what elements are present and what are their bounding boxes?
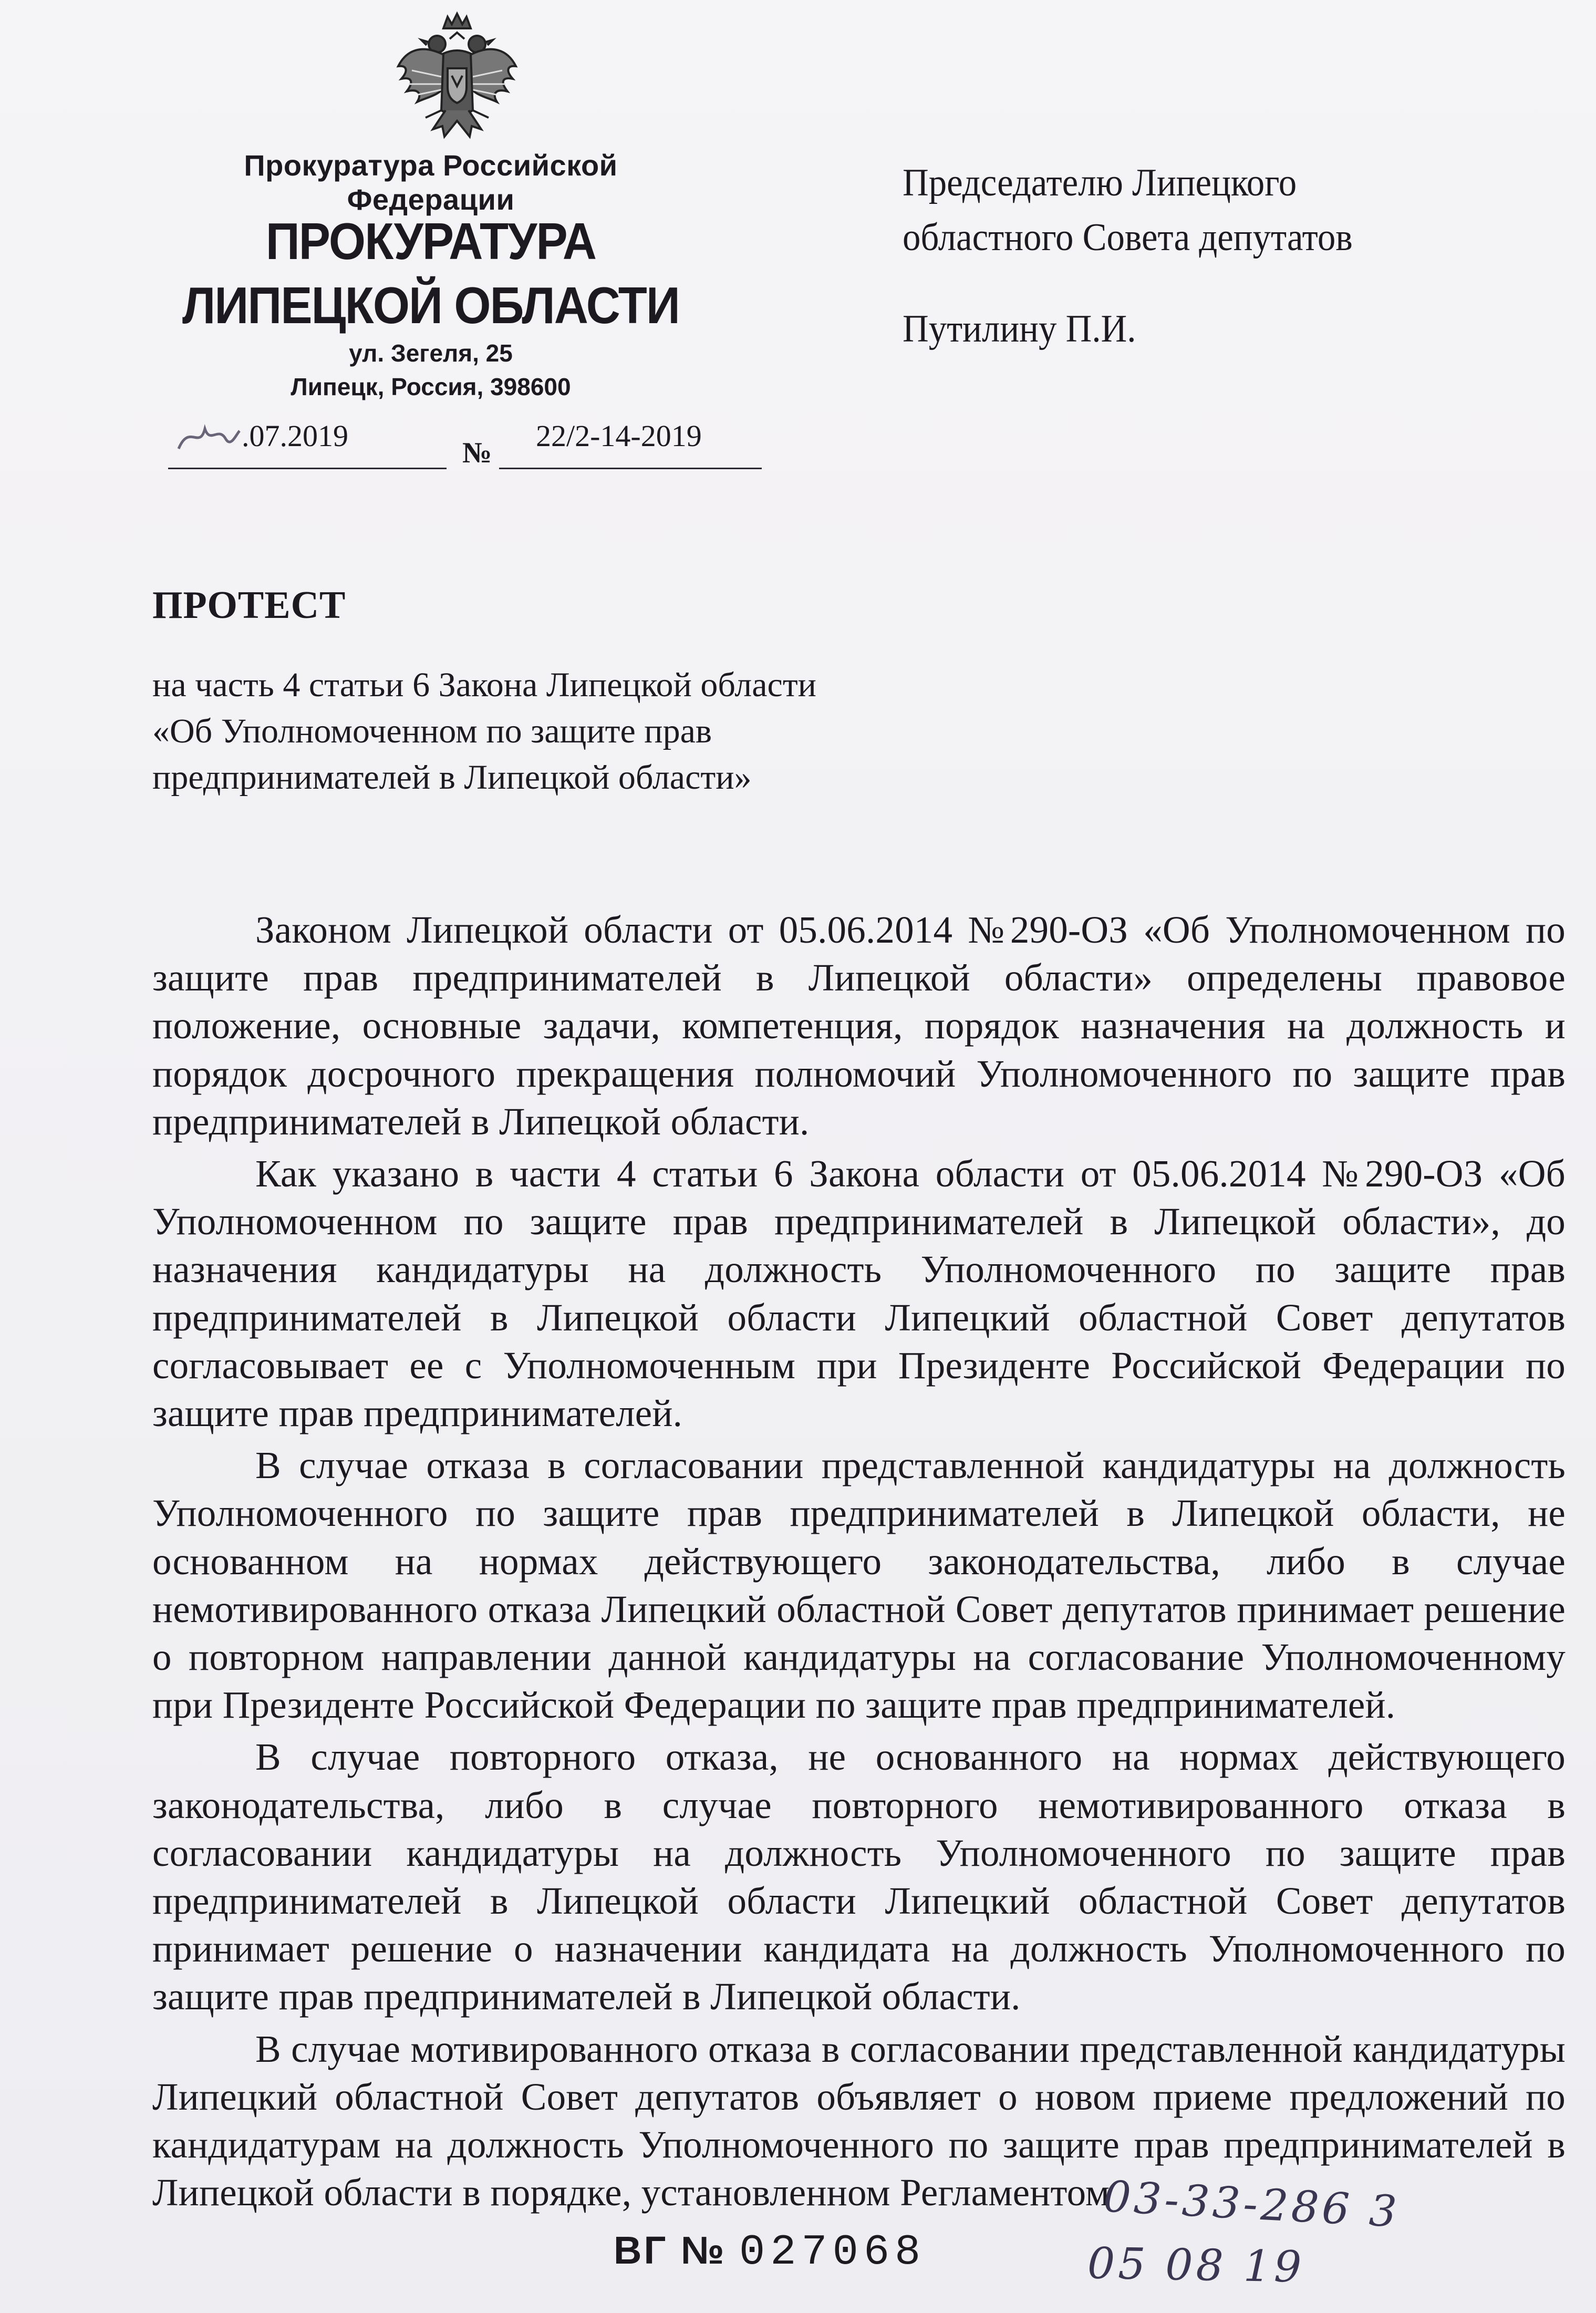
- series-number: 027068: [739, 2228, 926, 2277]
- document-subject: [152, 662, 816, 801]
- body-paragraph: В случае мотивированного отказа в согласовании представленной кандидатуры Липецкий областной Совет депутатов объявляет о новом приеме предложений по кандидатурам на должность Уполномоченного по защите прав предпринимателей в Липецкой области в порядке, установленном Регламентом: [152, 2027, 1566, 2214]
- registration-number: 22/2-14-2019: [536, 419, 702, 453]
- handwritten-incoming-date: 05 08 19: [1087, 2238, 1305, 2293]
- handwritten-incoming-number: 03-33-286 3: [1102, 2172, 1401, 2237]
- document-title: ПРОТЕСТ: [152, 584, 346, 627]
- date-underline: [168, 468, 447, 469]
- body-paragraph: Законом Липецкой области от 05.06.2014 №290-ОЗ «Об Уполномоченном по защите прав предпринимателей в Липецкой области» определены правовое положение, основные задачи, компетенция, порядок назначения на должность и порядок досрочного прекращения полномочий Уполномоченного по защите прав предпринимателей в Липецкой области.: [152, 908, 1566, 1143]
- addressee-name: Путилину П.И.: [903, 307, 1136, 350]
- addressee-line2: областного Совета депутатов: [903, 216, 1353, 259]
- office-name-line1: ПРОКУРАТУРА: [265, 212, 596, 270]
- office-name: [180, 209, 682, 337]
- body-paragraph: В случае отказа в согласовании представленной кандидатуры на должность Уполномоченного по защите прав предпринимателей в Липецкой области, не основанном на нормах действующего законодательства, либо в случае немотивированного отказа Липецкий областной Совет депутатов принимает решение о повторном направлении данной кандидатуры на согласование Уполномоченному при Президенте Российской Федерации по защите прав предпринимателей.: [152, 1444, 1566, 1727]
- coat-of-arms-emblem: [391, 7, 523, 145]
- subject-line2: «Об Уполномоченном по защите прав: [152, 712, 712, 750]
- number-underline: [499, 468, 762, 469]
- number-sign: №: [462, 437, 492, 469]
- registration-row: [168, 415, 767, 473]
- body-paragraph: В случае повторного отказа, не основанного на нормах действующего законодательства, либо в случае повторного немотивированного отказа в согласовании кандидатуры на должность Уполномоченного по защите прав предпринимателей в Липецкой области Липецкий областной Совет депутатов принимает решение о назначении кандидата на должность Уполномоченного по защите прав предпринимателей в Липецкой области.: [152, 1736, 1566, 2018]
- address-city: Липецк, Россия, 398600: [291, 373, 571, 400]
- series-label: ВГ №: [614, 2228, 727, 2272]
- handwritten-day-scribble: [173, 418, 242, 455]
- address-street: ул. Зегеля, 25: [349, 339, 513, 367]
- body-paragraph: Как указано в части 4 статьи 6 Закона области от 05.06.2014 №290-ОЗ «Об Уполномоченном по защите прав предпринимателей в Липецкой области», до назначения кандидатуры на должность Уполномоченного по защите прав предпринимателей в Липецкой области Липецкий областной Совет депутатов согласовывает ее с Уполномоченным при Президенте Российской Федерации по защите прав предпринимателей.: [152, 1152, 1566, 1435]
- document-body: [152, 906, 1566, 2216]
- subject-line1: на часть 4 статьи 6 Закона Липецкой области: [152, 666, 816, 704]
- addressee-block: [903, 156, 1353, 356]
- agency-name: Прокуратура Российской Федерации: [244, 149, 618, 216]
- office-address: [158, 336, 704, 404]
- subject-line3: предпринимателей в Липецкой области»: [152, 758, 752, 797]
- registration-date: .07.2019: [242, 419, 348, 453]
- office-name-line2: ЛИПЕЦКОЙ ОБЛАСТИ: [182, 276, 679, 334]
- addressee-line1: Председателю Липецкого: [903, 161, 1297, 204]
- form-series-number: [614, 2228, 926, 2277]
